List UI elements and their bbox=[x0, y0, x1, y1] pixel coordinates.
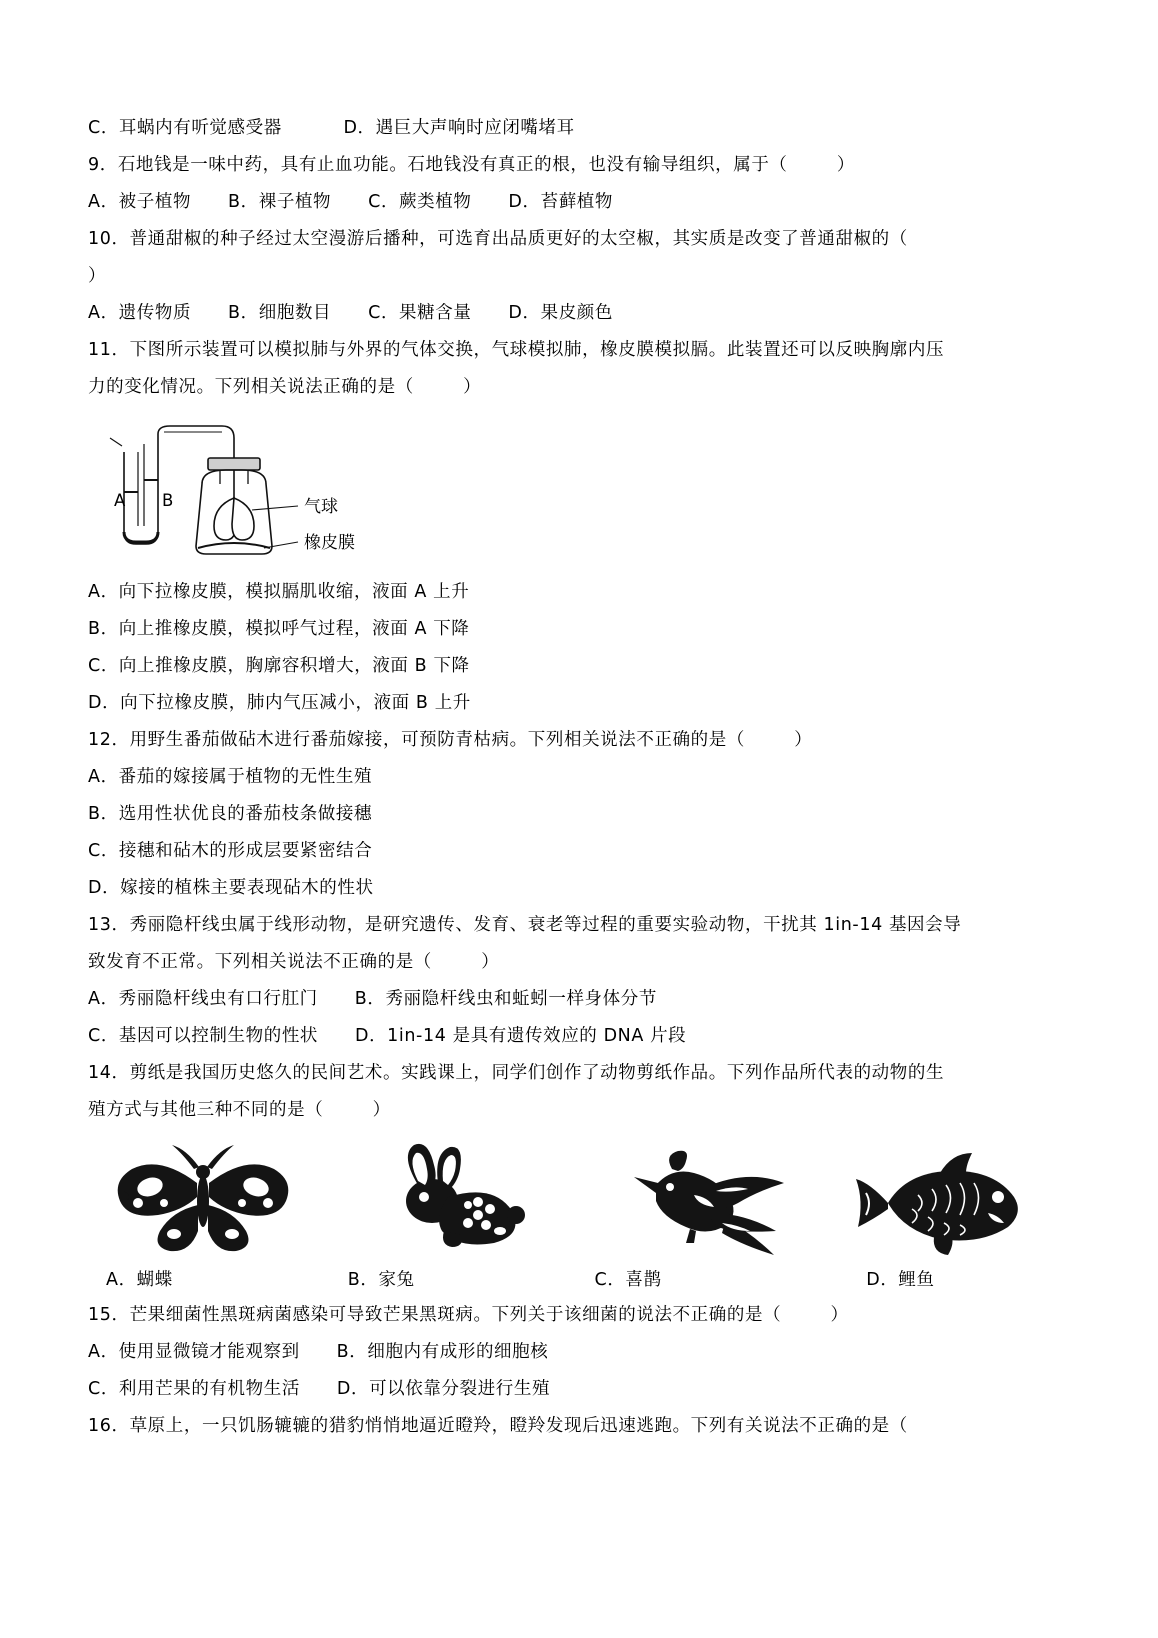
question-14-stem-line2: 殖方式与其他三种不同的是（ ） bbox=[88, 1100, 391, 1120]
question-13-stem-line2: 致发育不正常。下列相关说法不正确的是（ ） bbox=[88, 952, 500, 972]
question-15-stem: 15．芒果细菌性黑斑病菌感染可导致芒果黑斑病。下列关于该细菌的说法不正确的是（ ） bbox=[88, 1305, 849, 1325]
question-16-stem: 16．草原上，一只饥肠辘辘的猎豹悄悄地逼近瞪羚，瞪羚发现后迅速逃跑。下列有关说法不正确的是（ bbox=[88, 1416, 908, 1436]
question-13-options-cd: C．基因可以控制生物的性状 D．1in-14 是具有遗传效应的 DNA 片段 bbox=[88, 1026, 687, 1046]
question-8-options: C．耳蜗内有听觉感受器 D．遇巨大声响时应闭嘴堵耳 bbox=[88, 118, 575, 138]
question-14-option-d: D．鲤鱼 bbox=[866, 1270, 935, 1290]
butterfly-papercut bbox=[98, 1139, 308, 1259]
question-column bbox=[88, 110, 1078, 1445]
question-12-option-c: C．接穗和砧木的形成层要紧密结合 bbox=[88, 841, 373, 861]
question-15-options-cd: C．利用芒果的有机物生活 D．可以依靠分裂进行生殖 bbox=[88, 1379, 551, 1399]
question-9-stem: 9．石地钱是一味中药，具有止血功能。石地钱没有真正的根，也没有输导组织，属于（ ） bbox=[88, 155, 855, 175]
rabbit-papercut bbox=[348, 1139, 558, 1259]
carp-papercut bbox=[848, 1139, 1058, 1259]
question-11-option-b: B．向上推橡皮膜，模拟呼气过程，液面 A 下降 bbox=[88, 619, 470, 639]
question-13-options-ab: A．秀丽隐杆线虫有口行肛门 B．秀丽隐杆线虫和蚯蚓一样身体分节 bbox=[88, 989, 657, 1009]
question-14-option-labels bbox=[98, 1263, 1058, 1297]
tube-a-label: A bbox=[114, 491, 126, 510]
magpie-papercut bbox=[598, 1139, 808, 1259]
question-14-stem-line1: 14．剪纸是我国历史悠久的民间艺术。实践课上，同学们创作了动物剪纸作品。下列作品所代表的动物的生 bbox=[88, 1063, 945, 1083]
question-12-option-a: A．番茄的嫁接属于植物的无性生殖 bbox=[88, 767, 373, 787]
balloon-label: 气球 bbox=[304, 497, 338, 517]
question-11-option-c: C．向上推橡皮膜，胸廓容积增大，液面 B 下降 bbox=[88, 656, 470, 676]
question-10-options: A．遗传物质 B．细胞数目 C．果糖含量 D．果皮颜色 bbox=[88, 303, 613, 323]
question-11-stem-line1: 11．下图所示装置可以模拟肺与外界的气体交换，气球模拟肺，橡皮膜模拟膈。此装置还可以反映胸廓内压 bbox=[88, 340, 945, 360]
question-12-stem: 12．用野生番茄做砧木进行番茄嫁接，可预防青枯病。下列相关说法不正确的是（ ） bbox=[88, 730, 813, 750]
question-10-stem-line1: 10．普通甜椒的种子经过太空漫游后播种，可选育出品质更好的太空椒，其实质是改变了普通甜椒的（ bbox=[88, 229, 908, 249]
question-10-stem-line2: ） bbox=[88, 266, 107, 286]
question-14-option-a: A．蝴蝶 bbox=[106, 1270, 173, 1290]
question-14-option-c: C．喜鹊 bbox=[594, 1270, 662, 1290]
question-13-stem-line1: 13．秀丽隐杆线虫属于线形动物，是研究遗传、发育、衰老等过程的重要实验动物，干扰其 1in-14 基因会导 bbox=[88, 915, 962, 935]
question-12-option-b: B．选用性状优良的番茄枝条做接穗 bbox=[88, 804, 373, 824]
question-14-option-b: B．家兔 bbox=[347, 1270, 415, 1290]
question-9-options: A．被子植物 B．裸子植物 C．蕨类植物 D．苔藓植物 bbox=[88, 192, 613, 212]
question-11-option-a: A．向下拉橡皮膜，模拟膈肌收缩，液面 A 上升 bbox=[88, 582, 470, 602]
question-12-option-d: D．嫁接的植株主要表现砧木的性状 bbox=[88, 878, 374, 898]
membrane-label: 橡皮膜 bbox=[304, 533, 355, 553]
question-11-stem-line2: 力的变化情况。下列相关说法正确的是（ ） bbox=[88, 377, 482, 397]
question-11-option-d: D．向下拉橡皮膜，肺内气压减小，液面 B 上升 bbox=[88, 693, 471, 713]
lung-model-figure bbox=[88, 414, 1078, 564]
papercut-figure-row bbox=[98, 1139, 1058, 1259]
question-15-options-ab: A．使用显微镜才能观察到 B．细胞内有成形的细胞核 bbox=[88, 1342, 549, 1362]
tube-b-label: B bbox=[162, 491, 174, 510]
